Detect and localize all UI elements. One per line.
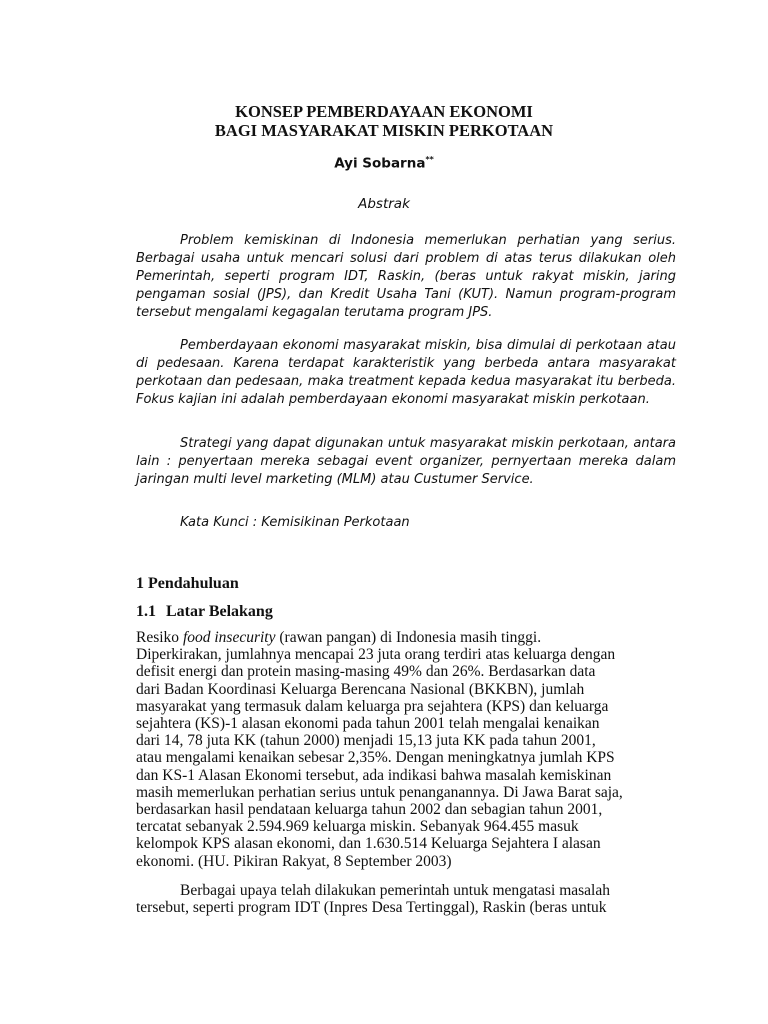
body-line xyxy=(136,629,684,646)
body-line: ekonomi. (HU. Pikiran Rakyat, 8 September 2003) xyxy=(136,852,452,870)
section-heading: 1 Pendahuluan xyxy=(136,575,239,592)
body-line: masih memerlukan perhatian serius untuk penanganannya. Di Jawa Barat saja, xyxy=(136,783,623,801)
body-lead-text: Resiko xyxy=(136,629,183,646)
body-line: defisit energi dan protein masing-masing 49% dan 26%. Berdasarkan data xyxy=(136,663,596,681)
body-line: dari Badan Koordinasi Keluarga Berencana Nasional (BKKBN), jumlah xyxy=(136,680,585,698)
body-line: tercatat sebanyak 2.594.969 keluarga miskin. Sebanyak 964.455 masuk xyxy=(136,818,579,836)
abstract-paragraph-2: Pemberdayaan ekonomi masyarakat miskin, bisa dimulai di perkotaan atau di pedesaan. Karena terdapat karakteristik yang berbeda antara masyarakat perkotaan dan pedesaan, maka treatment kepada kedua masyarakat itu berbeda. Fokus kajian ini adalah pemberdayaan ekonomi masyarakat miskin perkotaan. xyxy=(136,338,676,407)
body-line-text: (rawan pangan) di Indonesia masih tinggi. xyxy=(275,629,542,646)
body-emphasis: food insecurity xyxy=(182,629,276,646)
author-name xyxy=(0,155,768,172)
abstract-paragraph-1: Problem kemiskinan di Indonesia memerlukan perhatian yang serius. Berbagai usaha untuk mencari solusi dari problem di atas terus dilakukan oleh Pemerintah, seperti program IDT, Raskin, (beras untuk rakyat miskin, jaring pengaman sosial (JPS), dan Kredit Usaha Tani (KUT). Namun program-program tersebut mengalami kegagalan terutama program JPS. xyxy=(136,233,676,320)
abstract-paragraph-3: Strategi yang dapat digunakan untuk masyarakat miskin perkotaan, antara lain : penyertaan mereka sebagai event organizer, pernyertaan mereka dalam jaringan multi level marketing (MLM) atau Custumer Service. xyxy=(136,436,676,487)
abstract-heading: Abstrak xyxy=(358,196,410,212)
body-line: sejahtera (KS)-1 alasan ekonomi pada tahun 2001 telah mengalai kenaikan xyxy=(136,715,600,733)
author-footnote-mark: ** xyxy=(425,155,434,164)
body-line: dari 14, 78 juta KK (tahun 2000) menjadi 15,13 juta KK pada tahun 2001, xyxy=(136,732,596,750)
body-line: atau mengalami kenaikan sebesar 2,35%. Dengan meningkatnya jumlah KPS xyxy=(136,749,615,767)
subsection-title: Latar Belakang xyxy=(166,603,273,620)
body-line: berdasarkan hasil pendataan keluarga tahun 2002 dan sebagian tahun 2001, xyxy=(136,801,603,819)
keywords: Kata Kunci : Kemisikinan Perkotaan xyxy=(180,515,410,530)
title-line-2: BAGI MASYARAKAT MISKIN PERKOTAAN xyxy=(214,121,554,140)
body-line: Berbagai upaya telah dilakukan pemerintah untuk mengatasi masalah xyxy=(180,882,610,899)
body-paragraph-2 xyxy=(136,882,684,916)
body-paragraph-1 xyxy=(136,629,684,870)
paper-title xyxy=(0,102,768,140)
body-line: kelompok KPS alasan ekonomi, dan 1.630.514 Keluarga Sejahtera I alasan xyxy=(136,835,601,853)
author-text: Ayi Sobarna xyxy=(334,155,426,172)
title-line-1: KONSEP PEMBERDAYAAN EKONOMI xyxy=(235,102,533,121)
subsection-number: 1.1 xyxy=(136,603,156,620)
body-line: tersebut, seperti program IDT (Inpres Desa Tertinggal), Raskin (beras untuk xyxy=(136,899,607,917)
subsection-heading xyxy=(136,603,273,621)
body-line: Diperkirakan, jumlahnya mencapai 23 juta orang terdiri atas keluarga dengan xyxy=(136,646,616,664)
body-line: masyarakat yang termasuk dalam keluarga pra sejahtera (KPS) dan keluarga xyxy=(136,697,609,715)
body-line: dan KS-1 Alasan Ekonomi tersebut, ada indikasi bahwa masalah kemiskinan xyxy=(136,766,612,784)
